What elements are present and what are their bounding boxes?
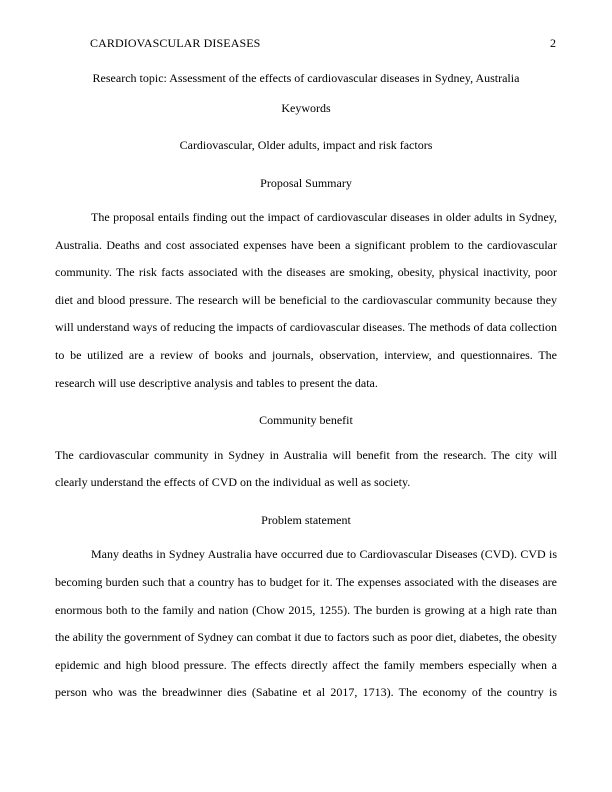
community-benefit-text: The cardiovascular community in Sydney in Australia will benefit from the research. The city will clearly understand the effects of CVD on the individual as well as society. <box>55 447 557 490</box>
keywords-heading: Keywords <box>281 100 331 115</box>
research-topic: Research topic: Assessment of the effects of cardiovascular diseases in Sydney, Australia <box>92 71 520 85</box>
community-benefit-heading: Community benefit <box>259 413 353 428</box>
proposal-summary-heading: Proposal Summary <box>260 175 352 190</box>
problem-statement-text: Many deaths in Sydney Australia have occurred due to Cardiovascular Diseases (CVD). CVD is becoming burden such that a country has to budget for it. The expenses associated with the diseases are enormous both to the family and nation (Chow 2015, 1255). The burden is growing at a high rate than the ability the government of Sydney can combat it due to factors such as poor diet, diabetes, the obesity epidemic and high blood pressure. The effects directly affect the family members especially when a person who was the breadwinner dies (Sabatine et al 2017, 1713). The economy of the country is <box>55 547 557 700</box>
page-number: 2 <box>550 36 556 50</box>
problem-statement-heading: Problem statement <box>261 512 351 527</box>
document-body <box>55 65 557 707</box>
keywords-text: Cardiovascular, Older adults, impact and risk factors <box>179 138 433 152</box>
running-head: CARDIOVASCULAR DISEASES <box>90 36 261 50</box>
proposal-summary-text: The proposal entails finding out the impact of cardiovascular diseases in older adults in Sydney, Australia. Deaths and cost associated expenses have been a significant problem to the cardiovascular community. The risk facts associated with the diseases are smoking, obesity, physical inactivity, poor diet and blood pressure. The research will be beneficial to the cardiovascular community because they will understand ways of reducing the impacts of cardiovascular diseases. The methods of data collection to be utilized are a review of books and journals, observation, interview, and questionnaires. The research will use descriptive analysis and tables to present the data. <box>55 210 557 390</box>
